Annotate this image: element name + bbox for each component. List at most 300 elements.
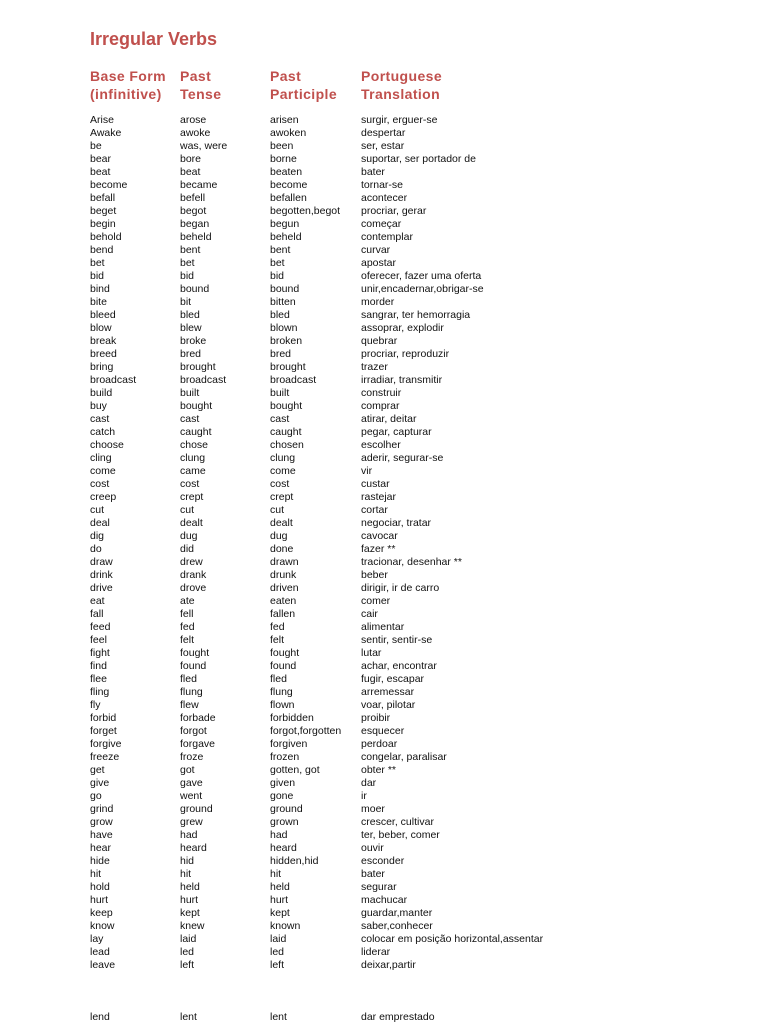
base-form-cell: beget (90, 205, 117, 217)
table-row (0, 764, 768, 777)
past-tense-cell: cost (180, 478, 200, 490)
table-row (0, 127, 768, 140)
translation-cell: apostar (361, 257, 397, 269)
past-participle-cell: ground (270, 803, 303, 815)
past-participle-cell: frozen (270, 751, 300, 763)
past-tense-cell: flew (180, 699, 199, 711)
base-form-cell: feed (90, 621, 111, 633)
base-form-cell: eat (90, 595, 105, 607)
table-row (0, 140, 768, 153)
table-row (0, 491, 768, 504)
base-form-cell: draw (90, 556, 113, 568)
translation-cell: pegar, capturar (361, 426, 432, 438)
past-tense-cell: grew (180, 816, 203, 828)
base-form-cell: forgive (90, 738, 122, 750)
header-past-tense (180, 67, 221, 103)
past-tense-cell: begot (180, 205, 207, 217)
past-tense-cell: forbade (180, 712, 216, 724)
base-form-cell: break (90, 335, 117, 347)
translation-cell: quebrar (361, 335, 398, 347)
base-form-cell: beat (90, 166, 111, 178)
base-form-cell: fly (90, 699, 101, 711)
header-line: Past (270, 68, 302, 84)
translation-cell: bater (361, 166, 385, 178)
past-participle-cell: clung (270, 452, 296, 464)
past-participle-cell: left (270, 959, 285, 971)
base-form-cell: build (90, 387, 113, 399)
base-form-cell: broadcast (90, 374, 137, 386)
translation-cell: oferecer, fazer uma oferta (361, 270, 482, 282)
past-tense-cell: got (180, 764, 195, 776)
translation-cell: suportar, ser portador de (361, 153, 476, 165)
base-form-cell: feel (90, 634, 107, 646)
past-participle-cell: hidden,hid (270, 855, 319, 867)
base-form-cell: hear (90, 842, 112, 854)
base-form-cell: fight (90, 647, 110, 659)
base-form-cell: blow (90, 322, 112, 334)
base-form-cell: drink (90, 569, 113, 581)
table-row (0, 114, 768, 127)
past-tense-cell: hurt (180, 894, 199, 906)
past-participle-cell: kept (270, 907, 290, 919)
base-form-cell: bring (90, 361, 114, 373)
past-tense-cell: built (180, 387, 200, 399)
translation-cell: moer (361, 803, 385, 815)
past-tense-cell: found (180, 660, 207, 672)
past-participle-cell: been (270, 140, 294, 152)
past-tense-cell: drew (180, 556, 203, 568)
base-form-cell: fling (90, 686, 110, 698)
past-tense-cell: awoke (180, 127, 211, 139)
base-form-cell: grow (90, 816, 113, 828)
past-participle-cell: bred (270, 348, 292, 360)
past-participle-cell: cost (270, 478, 290, 490)
past-participle-cell: beheld (270, 231, 302, 243)
table-row (0, 686, 768, 699)
past-tense-cell: cast (180, 413, 200, 425)
past-participle-cell: flung (270, 686, 293, 698)
past-tense-cell: had (180, 829, 198, 841)
base-form-cell: know (90, 920, 115, 932)
past-participle-cell: bet (270, 257, 285, 269)
base-form-cell: creep (90, 491, 117, 503)
past-tense-cell: dug (180, 530, 198, 542)
base-form-cell: catch (90, 426, 116, 438)
translation-cell: proibir (361, 712, 391, 724)
past-participle-cell: bled (270, 309, 290, 321)
translation-cell: sentir, sentir-se (361, 634, 433, 646)
base-form-cell: lead (90, 946, 110, 958)
past-participle-cell: done (270, 543, 294, 555)
past-participle-cell: known (270, 920, 301, 932)
base-form-cell: bleed (90, 309, 116, 321)
past-tense-cell: drove (180, 582, 207, 594)
base-form-cell: go (90, 790, 102, 802)
past-tense-cell: dealt (180, 517, 203, 529)
table-row (0, 348, 768, 361)
past-tense-cell: bred (180, 348, 202, 360)
past-participle-cell: borne (270, 153, 297, 165)
past-tense-cell: froze (180, 751, 204, 763)
translation-cell: morder (361, 296, 395, 308)
past-tense-cell: kept (180, 907, 200, 919)
header-line: Past (180, 68, 212, 84)
past-participle-cell: grown (270, 816, 299, 828)
base-form-cell: find (90, 660, 107, 672)
translation-cell: achar, encontrar (361, 660, 437, 672)
past-participle-cell: forbidden (270, 712, 314, 724)
translation-cell: unir,encadernar,obrigar-se (361, 283, 484, 295)
translation-cell: dar emprestado (361, 1011, 435, 1023)
base-form-cell: hold (90, 881, 110, 893)
table-row (0, 881, 768, 894)
table-row (0, 946, 768, 959)
past-tense-cell: flung (180, 686, 203, 698)
base-form-cell: lay (90, 933, 104, 945)
base-form-cell: do (90, 543, 102, 555)
translation-cell: comprar (361, 400, 400, 412)
base-form-cell: cut (90, 504, 105, 516)
table-row (0, 179, 768, 192)
past-tense-cell: drank (180, 569, 207, 581)
base-form-cell: cling (90, 452, 112, 464)
past-participle-cell: flown (270, 699, 295, 711)
past-tense-cell: broke (180, 335, 207, 347)
base-form-cell: befall (90, 192, 116, 204)
table-row (0, 569, 768, 582)
table-row (0, 595, 768, 608)
table-row (0, 374, 768, 387)
past-tense-cell: felt (180, 634, 195, 646)
past-participle-cell: broadcast (270, 374, 317, 386)
table-row (0, 153, 768, 166)
past-tense-cell: chose (180, 439, 209, 451)
base-form-cell: freeze (90, 751, 120, 763)
past-participle-cell: built (270, 387, 290, 399)
table-row (0, 621, 768, 634)
past-participle-cell: bent (270, 244, 291, 256)
base-form-cell: behold (90, 231, 122, 243)
past-participle-cell: lent (270, 1011, 287, 1023)
translation-cell: atirar, deitar (361, 413, 417, 425)
past-participle-cell: heard (270, 842, 297, 854)
header-line: Translation (361, 86, 441, 102)
base-form-cell: grind (90, 803, 114, 815)
past-tense-cell: bet (180, 257, 195, 269)
past-participle-cell: driven (270, 582, 299, 594)
translation-cell: perdoar (361, 738, 398, 750)
past-participle-cell: laid (270, 933, 287, 945)
translation-cell: liderar (361, 946, 391, 958)
table-row (0, 530, 768, 543)
table-row (0, 257, 768, 270)
past-tense-cell: hit (180, 868, 192, 880)
translation-cell: construir (361, 387, 402, 399)
header-line: Tense (180, 86, 222, 102)
base-form-cell: cast (90, 413, 110, 425)
table-row (0, 517, 768, 530)
past-participle-cell: gone (270, 790, 294, 802)
base-form-cell: become (90, 179, 128, 191)
translation-cell: vir (361, 465, 373, 477)
past-tense-cell: bent (180, 244, 201, 256)
past-tense-cell: blew (180, 322, 202, 334)
translation-cell: rastejar (361, 491, 397, 503)
past-participle-cell: caught (270, 426, 302, 438)
table-row (0, 582, 768, 595)
header-past-participle (270, 67, 337, 103)
table-row (0, 959, 768, 972)
base-form-cell: forbid (90, 712, 117, 724)
table-row (0, 816, 768, 829)
past-tense-cell: fought (180, 647, 210, 659)
table-row (0, 387, 768, 400)
translation-cell: procriar, gerar (361, 205, 427, 217)
base-form-cell: bet (90, 257, 105, 269)
translation-cell: alimentar (361, 621, 405, 633)
table-row (0, 699, 768, 712)
table-row (0, 933, 768, 946)
base-form-cell: choose (90, 439, 124, 451)
header-line: Base Form (90, 68, 166, 84)
translation-cell: negociar, tratar (361, 517, 432, 529)
past-participle-cell: become (270, 179, 308, 191)
translation-cell: aderir, segurar-se (361, 452, 444, 464)
table-row (0, 1011, 768, 1024)
past-participle-cell: held (270, 881, 290, 893)
past-participle-cell: eaten (270, 595, 297, 607)
table-row (0, 712, 768, 725)
past-participle-cell: forgot,forgotten (270, 725, 342, 737)
table-row (0, 283, 768, 296)
table-row (0, 426, 768, 439)
table-row (0, 634, 768, 647)
table-row (0, 296, 768, 309)
base-form-cell: Arise (90, 114, 114, 126)
table-row (0, 660, 768, 673)
past-tense-cell: began (180, 218, 210, 230)
table-row (0, 920, 768, 933)
past-tense-cell: bound (180, 283, 210, 295)
translation-cell: procriar, reproduzir (361, 348, 450, 360)
past-tense-cell: became (180, 179, 218, 191)
past-tense-cell: laid (180, 933, 197, 945)
past-tense-cell: beat (180, 166, 201, 178)
base-form-cell: flee (90, 673, 107, 685)
base-form-cell: get (90, 764, 105, 776)
translation-cell: ter, beber, comer (361, 829, 440, 841)
translation-cell: começar (361, 218, 402, 230)
translation-cell: bater (361, 868, 385, 880)
table-row (0, 504, 768, 517)
translation-cell: escolher (361, 439, 401, 451)
base-form-cell: buy (90, 400, 107, 412)
table-row (0, 842, 768, 855)
past-participle-cell: befallen (270, 192, 307, 204)
past-tense-cell: arose (180, 114, 207, 126)
past-tense-cell: broadcast (180, 374, 227, 386)
past-tense-cell: ground (180, 803, 213, 815)
base-form-cell: fall (90, 608, 104, 620)
header-base-form (90, 67, 166, 103)
table-row (0, 673, 768, 686)
table-row (0, 166, 768, 179)
past-participle-cell: dug (270, 530, 288, 542)
base-form-cell: bind (90, 283, 110, 295)
past-tense-cell: went (180, 790, 203, 802)
translation-cell: tracionar, desenhar ** (361, 556, 462, 568)
past-participle-cell: drawn (270, 556, 299, 568)
past-participle-cell: awoken (270, 127, 307, 139)
past-participle-cell: drunk (270, 569, 297, 581)
past-tense-cell: left (180, 959, 195, 971)
translation-cell: cavocar (361, 530, 398, 542)
table-row (0, 907, 768, 920)
base-form-cell: keep (90, 907, 113, 919)
translation-cell: ir (361, 790, 367, 802)
past-tense-cell: knew (180, 920, 205, 932)
header-line: (infinitive) (90, 86, 162, 102)
past-participle-cell: hurt (270, 894, 289, 906)
table-row (0, 829, 768, 842)
past-participle-cell: begotten,begot (270, 205, 341, 217)
past-participle-cell: found (270, 660, 297, 672)
base-form-cell: drive (90, 582, 113, 594)
translation-cell: irradiar, transmitir (361, 374, 443, 386)
translation-cell: obter ** (361, 764, 397, 776)
table-row (0, 439, 768, 452)
base-form-cell: bite (90, 296, 107, 308)
past-tense-cell: bore (180, 153, 202, 165)
table-row (0, 192, 768, 205)
past-participle-cell: given (270, 777, 296, 789)
past-participle-cell: cut (270, 504, 285, 516)
past-participle-cell: blown (270, 322, 298, 334)
past-tense-cell: bit (180, 296, 192, 308)
past-participle-cell: dealt (270, 517, 293, 529)
base-form-cell: begin (90, 218, 116, 230)
past-participle-cell: bound (270, 283, 300, 295)
header-line: Participle (270, 86, 338, 102)
past-participle-cell: broken (270, 335, 303, 347)
base-form-cell: hide (90, 855, 110, 867)
table-row (0, 478, 768, 491)
past-participle-cell: gotten, got (270, 764, 320, 776)
page-title: Irregular Verbs (90, 29, 218, 49)
base-form-cell: deal (90, 517, 110, 529)
translation-cell: fugir, escapar (361, 673, 425, 685)
past-tense-cell: gave (180, 777, 203, 789)
translation-cell: esconder (361, 855, 405, 867)
translation-cell: lutar (361, 647, 382, 659)
translation-cell: cair (361, 608, 378, 620)
table-row (0, 465, 768, 478)
translation-cell: guardar,manter (361, 907, 433, 919)
past-participle-cell: forgiven (270, 738, 308, 750)
base-form-cell: hurt (90, 894, 109, 906)
past-tense-cell: heard (180, 842, 207, 854)
translation-cell: trazer (361, 361, 388, 373)
table-row (0, 803, 768, 816)
base-form-cell: give (90, 777, 110, 789)
past-participle-cell: had (270, 829, 288, 841)
translation-cell: colocar em posição horizontal,assentar (361, 933, 544, 945)
past-tense-cell: crept (180, 491, 204, 503)
past-participle-cell: hit (270, 868, 282, 880)
past-tense-cell: bought (180, 400, 213, 412)
table-row (0, 218, 768, 231)
past-tense-cell: fell (180, 608, 194, 620)
table-row (0, 868, 768, 881)
translation-cell: acontecer (361, 192, 408, 204)
translation-cell: congelar, paralisar (361, 751, 447, 763)
table-row (0, 608, 768, 621)
past-participle-cell: begun (270, 218, 300, 230)
translation-cell: comer (361, 595, 391, 607)
past-participle-cell: fed (270, 621, 285, 633)
table-row (0, 413, 768, 426)
table-row (0, 452, 768, 465)
table-row (0, 894, 768, 907)
past-participle-cell: chosen (270, 439, 304, 451)
past-tense-cell: lent (180, 1011, 197, 1023)
translation-cell: esquecer (361, 725, 405, 737)
table-row (0, 777, 768, 790)
past-tense-cell: forgave (180, 738, 216, 750)
past-tense-cell: hid (180, 855, 195, 867)
translation-cell: fazer ** (361, 543, 396, 555)
table-row (0, 400, 768, 413)
past-tense-cell: did (180, 543, 195, 555)
base-form-cell: hit (90, 868, 102, 880)
past-tense-cell: was, were (180, 140, 228, 152)
past-tense-cell: forgot (180, 725, 207, 737)
table-row (0, 751, 768, 764)
past-tense-cell: beheld (180, 231, 212, 243)
base-form-cell: breed (90, 348, 117, 360)
table-row (0, 244, 768, 257)
past-participle-cell: bought (270, 400, 303, 412)
table-row (0, 647, 768, 660)
base-form-cell: come (90, 465, 116, 477)
past-participle-cell: bid (270, 270, 285, 282)
translation-cell: custar (361, 478, 390, 490)
past-participle-cell: arisen (270, 114, 299, 126)
translation-cell: voar, pilotar (361, 699, 416, 711)
table-row (0, 361, 768, 374)
translation-cell: ser, estar (361, 140, 405, 152)
translation-cell: saber,conhecer (361, 920, 433, 932)
past-tense-cell: ate (180, 595, 195, 607)
header-line: Portuguese (361, 68, 443, 84)
table-row (0, 270, 768, 283)
past-tense-cell: clung (180, 452, 206, 464)
past-participle-cell: fled (270, 673, 287, 685)
table-row (0, 855, 768, 868)
translation-cell: sangrar, ter hemorragia (361, 309, 471, 321)
base-form-cell: forget (90, 725, 117, 737)
base-form-cell: cost (90, 478, 110, 490)
translation-cell: dar (361, 777, 377, 789)
table-row (0, 205, 768, 218)
past-participle-cell: crept (270, 491, 294, 503)
base-form-cell: bear (90, 153, 112, 165)
past-tense-cell: befell (180, 192, 206, 204)
translation-cell: dirigir, ir de carro (361, 582, 440, 594)
translation-cell: tornar-se (361, 179, 404, 191)
base-form-cell: be (90, 140, 102, 152)
table-row (0, 335, 768, 348)
